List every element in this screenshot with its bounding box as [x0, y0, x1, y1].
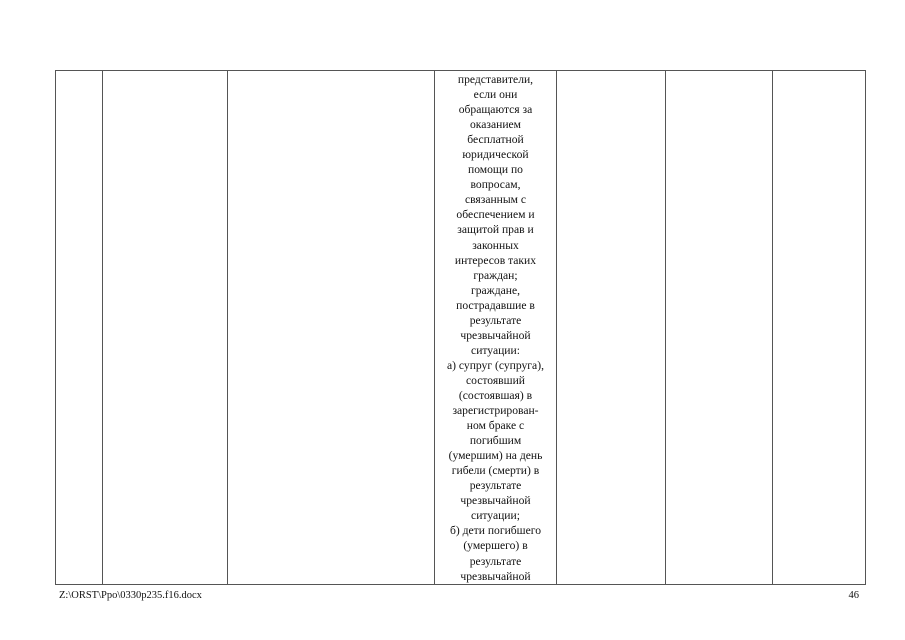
cell-text-line: погибшим — [469, 434, 522, 448]
cell-text-line: чрезвычайной — [460, 328, 531, 342]
footer-file-path: Z:\ORST\Ppo\0330p235.f16.docx — [59, 590, 202, 601]
table-cell-col-6 — [666, 71, 773, 585]
cell-text-line: представители, — [457, 73, 534, 86]
cell-text-line: состоявший — [465, 373, 525, 387]
footer-page-number: 46 — [848, 590, 859, 601]
cell-text-line: ном браке с — [466, 419, 525, 433]
cell-text-line: пострадавшие в — [456, 298, 535, 312]
cell-text-line: обращаются за — [458, 103, 533, 117]
table-row — [56, 71, 866, 585]
cell-text-line: граждан; — [473, 268, 518, 282]
cell-text-line: связанным с — [464, 193, 527, 207]
cell-text-line: зарегистрирован- — [452, 404, 539, 418]
table-cell-col-7 — [773, 71, 866, 585]
table-cell-col-2 — [103, 71, 228, 585]
cell-text-line: гибели (смерти) в — [451, 464, 540, 478]
cell-text-line: юридической — [462, 148, 529, 162]
cell-text-line: (умершим) на день — [448, 449, 543, 463]
cell-text-line: защитой прав и — [457, 223, 534, 237]
cell-text-line: ситуации: — [471, 343, 520, 357]
cell-text-line: а) супруг (супруга), — [447, 358, 544, 372]
cell-text-line: результате — [469, 554, 522, 568]
cell-text-line: (умершего) в — [463, 539, 528, 553]
cell-text-line: интересов таких — [454, 253, 537, 267]
document-table — [55, 70, 866, 585]
cell-text-line: бесплатной — [467, 133, 524, 147]
table-cell-col-4 — [435, 71, 557, 585]
table-cell-col-1 — [56, 71, 103, 585]
table-cell-col-3 — [228, 71, 435, 585]
cell-text-line: законных — [472, 238, 519, 252]
cell-text-line: оказанием — [469, 118, 522, 132]
cell-text-line: б) дети погибшего — [449, 524, 542, 538]
cell-text-line: вопросам, — [470, 178, 521, 192]
cell-text-line: если они — [473, 88, 518, 102]
cell-text-line: результате — [469, 479, 522, 493]
cell-text-line: чрезвычайной — [460, 569, 531, 583]
cell-text-line: (состоявшая) в — [458, 388, 533, 402]
cell-text-line: помощи по — [468, 163, 523, 177]
cell-text-line: результате — [469, 313, 522, 327]
cell-text-recipients — [435, 71, 556, 584]
cell-text-line: чрезвычайной — [460, 494, 531, 508]
cell-text-line: ситуации; — [471, 509, 520, 523]
table-cell-col-5 — [557, 71, 666, 585]
cell-text-line: граждане, — [470, 283, 520, 297]
cell-text-line: обеспечением и — [456, 208, 535, 222]
